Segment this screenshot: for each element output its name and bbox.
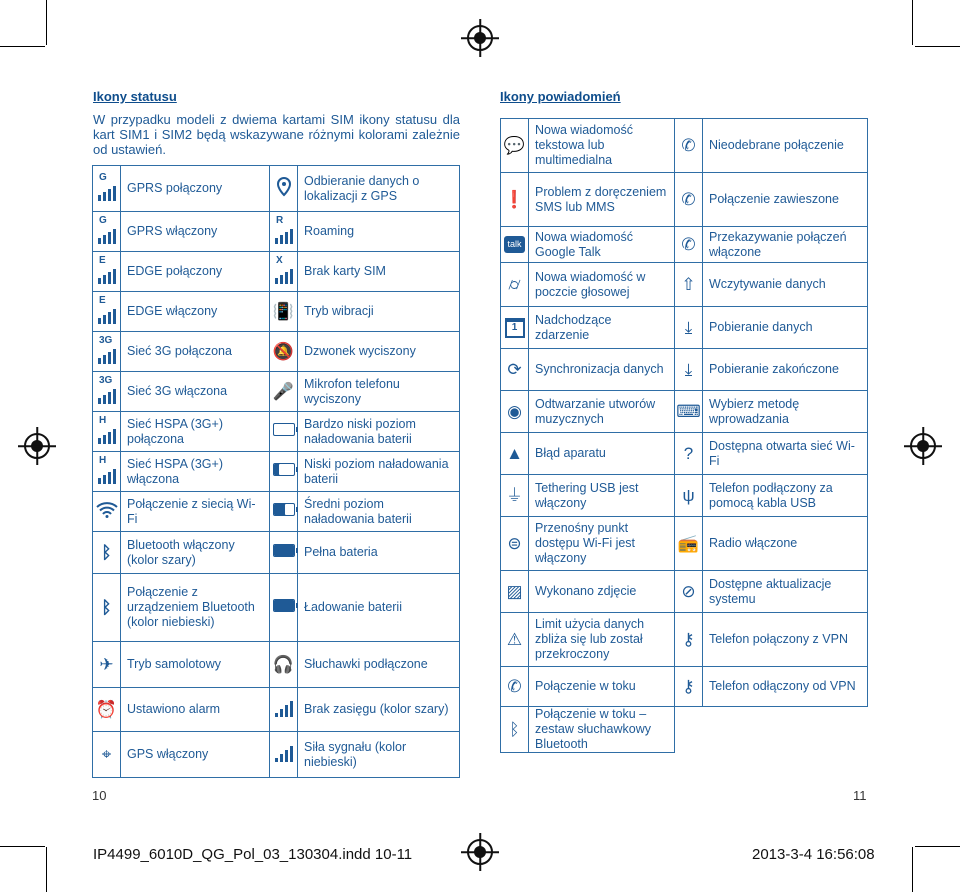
camera-error-icon: ▲ — [501, 433, 529, 475]
voicemail-icon: ⌭ — [501, 263, 529, 307]
3g-connected-icon: 3G — [93, 332, 121, 372]
radio-icon: 📻 — [675, 517, 703, 571]
footer-file-info: IP4499_6010D_QG_Pol_03_130304.indd 10-11 — [93, 846, 413, 863]
notification-label: Synchronizacja danych — [529, 349, 675, 391]
status-label: Sieć 3G połączona — [121, 332, 270, 372]
notification-label: Nowa wiadomość w poczcie głosowej — [529, 263, 675, 307]
status-label: GPS włączony — [121, 732, 270, 778]
message-icon: 💬 — [501, 119, 529, 173]
battery-charging-icon — [270, 574, 298, 642]
notification-label: Telefon połączony z VPN — [703, 613, 868, 667]
call-hold-icon: ✆ — [675, 173, 703, 227]
empty-cell — [703, 707, 868, 753]
table-row — [93, 252, 460, 292]
registration-mark-icon — [467, 25, 493, 51]
table-row — [93, 532, 460, 574]
vpn-disconnected-icon: ⚷ — [675, 667, 703, 707]
calendar-icon: 1 — [501, 307, 529, 349]
table-row — [501, 433, 868, 475]
crop-mark — [46, 0, 47, 45]
status-label: Bardzo niski poziom naładowania baterii — [298, 412, 460, 452]
hspa-enabled-icon: H — [93, 452, 121, 492]
system-update-icon: ⊘ — [675, 571, 703, 613]
status-label: Brak karty SIM — [298, 252, 460, 292]
roaming-icon: R — [270, 212, 298, 252]
notification-label: Nowa wiadomość tekstowa lub multimedialna — [529, 119, 675, 173]
battery-full-icon — [270, 532, 298, 574]
bluetooth-connected-icon: ᛒ — [93, 574, 121, 642]
notification-label: Przekazywanie połączeń włączone — [703, 227, 868, 263]
table-row — [93, 574, 460, 642]
status-icons-heading: Ikony statusu — [93, 89, 177, 104]
notification-label: Pobieranie zakończone — [703, 349, 868, 391]
hspa-connected-icon: H — [93, 412, 121, 452]
table-row — [93, 332, 460, 372]
ringer-muted-icon: 🔕 — [270, 332, 298, 372]
notification-label: Wybierz metodę wprowadzania — [703, 391, 868, 433]
crop-mark — [915, 846, 960, 847]
airplane-icon: ✈ — [93, 642, 121, 688]
status-label: Roaming — [298, 212, 460, 252]
music-icon: ◉ — [501, 391, 529, 433]
status-label: Bluetooth włączony (kolor szary) — [121, 532, 270, 574]
crop-mark — [0, 46, 45, 47]
table-row — [501, 667, 868, 707]
page-number-left: 10 — [92, 788, 107, 803]
battery-very-low-icon — [270, 412, 298, 452]
crop-mark — [912, 0, 913, 45]
edge-enabled-icon: E — [93, 292, 121, 332]
notification-label: Połączenie zawieszone — [703, 173, 868, 227]
battery-medium-icon — [270, 492, 298, 532]
notification-label: Problem z doręczeniem SMS lub MMS — [529, 173, 675, 227]
missed-call-icon: ✆ — [675, 119, 703, 173]
table-row — [501, 307, 868, 349]
signal-none-icon — [270, 688, 298, 732]
notification-label: Nadchodzące zdarzenie — [529, 307, 675, 349]
crop-mark — [912, 847, 913, 892]
crop-mark — [0, 846, 45, 847]
crop-mark — [46, 847, 47, 892]
notification-label: Połączenie w toku – zestaw słuchawkowy Bluetooth — [529, 707, 675, 753]
bluetooth-call-icon: ᛒ — [501, 707, 529, 753]
mic-muted-icon: 🎤 — [270, 372, 298, 412]
status-icons-table — [92, 165, 460, 778]
notification-label: Nieodebrane połączenie — [703, 119, 868, 173]
notification-label: Telefon podłączony za pomocą kabla USB — [703, 475, 868, 517]
notification-label: Dostępne aktualizacje systemu — [703, 571, 868, 613]
3g-enabled-icon: 3G — [93, 372, 121, 412]
status-label: Połączenie z siecią Wi-Fi — [121, 492, 270, 532]
notification-icons-table — [500, 118, 868, 753]
upload-icon: ⇧ — [675, 263, 703, 307]
status-label: Siła sygnału (kolor niebieski) — [298, 732, 460, 778]
notification-label: Błąd aparatu — [529, 433, 675, 475]
battery-low-icon — [270, 452, 298, 492]
call-forward-icon: ✆ — [675, 227, 703, 263]
status-label: Pełna bateria — [298, 532, 460, 574]
table-row — [93, 642, 460, 688]
status-label: Sieć 3G włączona — [121, 372, 270, 412]
notification-label: Nowa wiadomość Google Talk — [529, 227, 675, 263]
table-row — [501, 263, 868, 307]
status-label: Sieć HSPA (3G+) włączona — [121, 452, 270, 492]
table-row — [501, 707, 868, 753]
vibrate-icon: 📳 — [270, 292, 298, 332]
table-row — [93, 412, 460, 452]
signal-strength-icon — [270, 732, 298, 778]
warning-icon: ⚠ — [501, 613, 529, 667]
notification-label: Połączenie w toku — [529, 667, 675, 707]
vpn-key-icon: ⚷ — [675, 613, 703, 667]
download-done-icon: ⤓ — [675, 349, 703, 391]
registration-mark-icon — [24, 433, 50, 459]
download-icon: ⤓ — [675, 307, 703, 349]
table-row — [93, 732, 460, 778]
google-talk-icon: talk — [501, 227, 529, 263]
status-label: Niski poziom naładowania baterii — [298, 452, 460, 492]
status-label: Odbieranie danych o lokalizacji z GPS — [298, 166, 460, 212]
status-label: Tryb wibracji — [298, 292, 460, 332]
status-label: Dzwonek wyciszony — [298, 332, 460, 372]
gprs-connected-icon: G — [93, 166, 121, 212]
notification-label: Tethering USB jest włączony — [529, 475, 675, 517]
table-row — [501, 227, 868, 263]
status-label: EDGE połączony — [121, 252, 270, 292]
status-label: Sieć HSPA (3G+) połączona — [121, 412, 270, 452]
sync-icon: ⟳ — [501, 349, 529, 391]
status-label: Mikrofon telefonu wyciszony — [298, 372, 460, 412]
keyboard-icon: ⌨ — [675, 391, 703, 433]
gps-location-icon — [270, 166, 298, 212]
crop-mark — [915, 46, 960, 47]
table-row — [501, 517, 868, 571]
registration-mark-icon — [467, 839, 493, 865]
table-row — [93, 292, 460, 332]
notification-label: Pobieranie danych — [703, 307, 868, 349]
status-label: Ładowanie baterii — [298, 574, 460, 642]
table-row — [501, 391, 868, 433]
headset-icon: 🎧 — [270, 642, 298, 688]
notification-label: Wykonano zdjęcie — [529, 571, 675, 613]
notification-icons-heading: Ikony powiadomień — [500, 89, 621, 104]
status-label: GPRS połączony — [121, 166, 270, 212]
no-sim-icon: X — [270, 252, 298, 292]
page-number-right: 11 — [853, 788, 867, 803]
wifi-icon — [93, 492, 121, 532]
edge-connected-icon: E — [93, 252, 121, 292]
photo-icon: ▨ — [501, 571, 529, 613]
notification-label: Limit użycia danych zbliża się lub został przekroczony — [529, 613, 675, 667]
status-label: Średni poziom naładowania baterii — [298, 492, 460, 532]
bluetooth-icon: ᛒ — [93, 532, 121, 574]
notification-label: Odtwarzanie utworów muzycznych — [529, 391, 675, 433]
call-icon: ✆ — [501, 667, 529, 707]
table-row — [93, 688, 460, 732]
gprs-enabled-icon: G — [93, 212, 121, 252]
status-icons-intro: W przypadku modeli z dwiema kartami SIM ikony statusu dla kart SIM1 i SIM2 będą wskazywane różnymi kolorami zależnie od ustawień. — [93, 112, 460, 157]
table-row — [93, 212, 460, 252]
notification-label: Wczytywanie danych — [703, 263, 868, 307]
gps-on-icon: ⌖ — [93, 732, 121, 778]
table-row — [93, 492, 460, 532]
hotspot-icon: ⊜ — [501, 517, 529, 571]
sms-error-icon: ❗ — [501, 173, 529, 227]
table-row — [501, 173, 868, 227]
table-row — [501, 475, 868, 517]
empty-cell — [675, 707, 703, 753]
alarm-icon: ⏰ — [93, 688, 121, 732]
table-row — [501, 571, 868, 613]
status-label: Tryb samolotowy — [121, 642, 270, 688]
notification-label: Dostępna otwarta sieć Wi-Fi — [703, 433, 868, 475]
table-row — [93, 452, 460, 492]
registration-mark-icon — [910, 433, 936, 459]
table-row — [93, 372, 460, 412]
table-row — [501, 613, 868, 667]
status-label: EDGE włączony — [121, 292, 270, 332]
usb-tethering-icon: ⏚ — [501, 475, 529, 517]
status-label: Połączenie z urządzeniem Bluetooth (kolor niebieski) — [121, 574, 270, 642]
table-row — [93, 166, 460, 212]
status-label: Brak zasięgu (kolor szary) — [298, 688, 460, 732]
status-label: GPRS włączony — [121, 212, 270, 252]
notification-label: Przenośny punkt dostępu Wi-Fi jest włączony — [529, 517, 675, 571]
open-wifi-icon: ? — [675, 433, 703, 475]
usb-icon: ψ — [675, 475, 703, 517]
notification-label: Telefon odłączony od VPN — [703, 667, 868, 707]
table-row — [501, 349, 868, 391]
table-row — [501, 119, 868, 173]
footer-timestamp: 2013-3-4 16:56:08 — [752, 846, 875, 863]
status-label: Ustawiono alarm — [121, 688, 270, 732]
status-label: Słuchawki podłączone — [298, 642, 460, 688]
notification-label: Radio włączone — [703, 517, 868, 571]
